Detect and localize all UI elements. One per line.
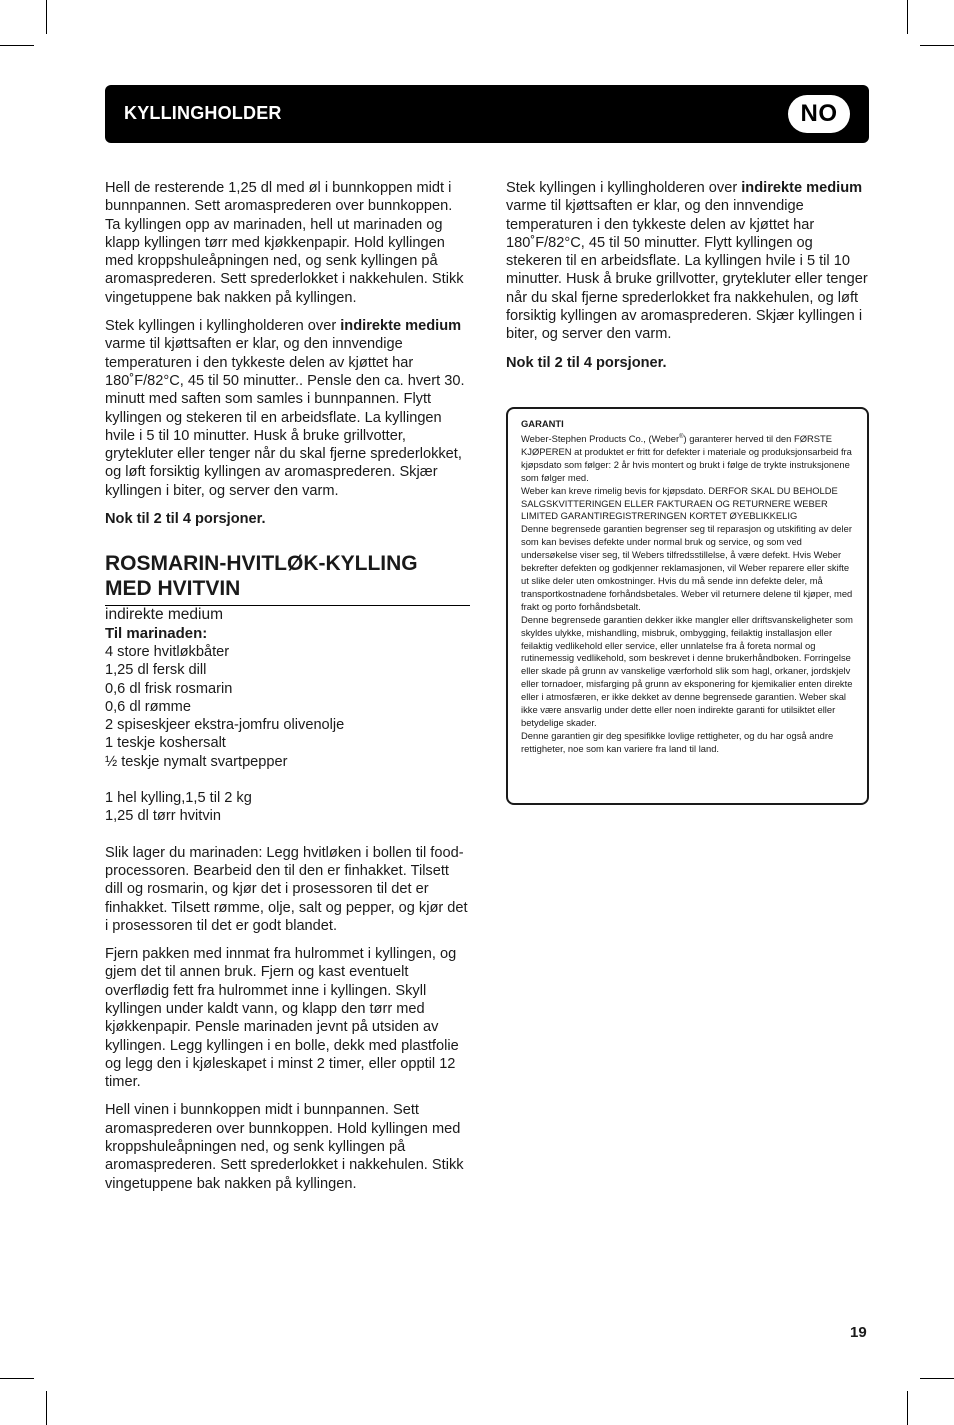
warranty-text: Weber-Stephen Products Co., (Weber [521, 433, 680, 445]
servings: Nok til 2 til 4 porsjoner. [506, 354, 667, 371]
ingredient: 1,25 dl tørr hvitvin [105, 808, 221, 825]
recipe-title-line-1: ROSMARIN-HVITLØK-KYLLING [105, 552, 418, 576]
instruction-step: Slik lager du marinaden: Legg hvitløken i bollen til food-processoren. Bearbeid den til den er finhakket. Tilsett dill og rosmarin, og kjør det i prosessoren til det er finhakket. Tilsett rømme, olje, salt og pepper, og kjør det i prosessoren til det er godt blandet. [105, 844, 468, 934]
crop-mark [920, 45, 954, 46]
crop-mark [0, 1378, 34, 1379]
paragraph [506, 179, 868, 344]
paragraph-text: varme til kjøttsaften er klar, og den innvendige temperaturen i den tykkeste delen av kjøttet har 180˚F/82°C, 45 til 50 minutter. Flytt kyllingen og stekeren til en arbeidsflate. La kyllingen hvile i 5 til 10 minutter. Husk å bruke grillvotter, grytekluter eller tenger når du skal fjerne sprederlokket fra nakkehulen, og løft forsiktig kyllingen av aromasprederen. Skjær kyllingen i biter, og server den varm. [506, 198, 868, 343]
crop-mark [0, 45, 34, 46]
heat-setting: indirekte medium [741, 180, 863, 196]
paragraph-text: Stek kyllingen i kyllingholderen over [506, 180, 742, 196]
servings: Nok til 2 til 4 porsjoner. [105, 511, 266, 528]
language-badge: NO [788, 95, 850, 133]
crop-mark [46, 1391, 47, 1425]
crop-mark [907, 0, 908, 34]
crop-mark [920, 1378, 954, 1379]
warranty-paragraph [521, 431, 855, 485]
page-number: 19 [850, 1324, 867, 1341]
warranty-paragraph: Denne garantien gir deg spesifikke lovlige rettigheter, og du har også andre rettigheter, noe som kan variere fra land til land. [521, 729, 834, 754]
ingredient: 1 teskje koshersalt [105, 735, 226, 752]
crop-mark [907, 1391, 908, 1425]
paragraph [105, 317, 470, 500]
ingredient: 4 store hvitløkbåter [105, 643, 230, 660]
warranty-paragraph: Denne begrensede garantien begrenser seg til reparasjon og utskifiting av deler som kan bevises defekte under normal bruk og service, og som ved undersøkelse viser seg, til Webers tilfredsstillelse, å være defekt. Hvis Weber bekrefter defekten og godkjenner reklamasjonen, vil Weber reparere eller skifte ut slike deler uten omkostninger. Hvis du må sende inn defekte deler, må transportkostnadene forhåndsbetales. Weber vil returnere delene til kjøper, med frakt og porto forhåndsbetalt. [521, 523, 853, 612]
warranty-title: GARANTI [521, 418, 564, 429]
section-title: KYLLINGHOLDER [124, 103, 282, 123]
paragraph-text: varme til kjøttsaften er klar, og den innvendige temperaturen i den tykkeste delen av kjøttet har 180˚F/82°C, 45 til 50 minutter.. Pensle den ca. hvert 30. minutt med saften som samles i bunnpannen. Flytt kyllingen og stekeren til en arbeidsflate. La kyllingen hvile i 5 til 10 minutter. Husk å bruke grillvotter, grytekluter eller tenger når du skal fjerne sprederlokket, og løft forsiktig kyllingen av aromasprederen. Skjær kyllingen i biter, og server den varm. [105, 336, 465, 499]
instruction-step: Fjern pakken med innmat fra hulrommet i kyllingen, og gjem det til annen bruk. Fjern og kast eventuelt overflødig fett fra hulrommet inne i kyllingen. Skyll kyllingen under kaldt vann, og klapp den tørr med kjøkkenpapir. Pensle marinaden jevnt på utsiden av kyllingen. Legg kyllingen i en bolle, dekk med plastfolie og legg den i kjøleskapet i minst 2 timer, eller opptil 12 timer. [105, 946, 459, 1091]
instruction-step: Hell vinen i bunnkoppen midt i bunnpannen. Sett aromasprederen over bunnkoppen. Hold kyllingen med kroppshuleåpningen ned, og senk kyllingen på aromasprederen. Sett sprederlokket i nakkehulen. Stikk vingetuppene bak nakken på kyllingen. [105, 1102, 464, 1192]
heat-setting: indirekte medium [340, 318, 462, 335]
ingredient: 0,6 dl frisk rosmarin [105, 680, 233, 697]
recipe-title [105, 551, 470, 606]
paragraph: Hell de resterende 1,25 dl med øl i bunnkoppen midt i bunnpannen. Sett aromasprederen over bunnkoppen. Ta kyllingen opp av marinaden, hell ut marinaden og klapp kyllingen tørr med kjøkkenpapir. Hold kyllingen med kroppshuleåpningen ned, og senk kyllingen på aromasprederen. Sett sprederlokket i nakkehulen. Stikk vingetuppene bak nakken på kyllingen. [105, 180, 464, 306]
paragraph-text: Stek kyllingen i kyllingholderen over [105, 318, 341, 335]
warranty-box [506, 407, 869, 805]
ingredient: 2 spiseskjeer ekstra-jomfru olivenolje [105, 717, 345, 734]
crop-mark [46, 0, 47, 34]
warranty-paragraph: Weber kan kreve rimelig bevis for kjøpsdato. DERFOR SKAL DU BEHOLDE SALGSKVITTERINGEN ELLER FAKTURAEN OG RETURNERE WEBER LIMITED GARANTIREGISTRERINGEN KORTET ØYEBLIKKELIG [521, 484, 838, 522]
warranty-text: ) garanterer herved til den FØRSTE KJØPEREN at produktet er fritt for defekter i materiale og produksjonsarbeid fra kjøpsdato som følger: 2 år hvis montert og brukt i følge de trykte instruksjonene som følger med. [521, 433, 852, 483]
section-header [105, 85, 869, 143]
left-column [105, 179, 470, 1193]
registered-mark: ® [679, 433, 684, 440]
recipe-title-line-2: MED HVITVIN [105, 577, 241, 601]
ingredient: 1,25 dl fersk dill [105, 662, 207, 679]
right-column [506, 179, 868, 372]
ingredient: 1 hel kylling,1,5 til 2 kg [105, 790, 252, 807]
ingredient: 0,6 dl rømme [105, 698, 191, 715]
recipe-subtitle: indirekte medium [105, 606, 224, 624]
warranty-paragraph: Denne begrensede garantien dekker ikke mangler eller driftsvanskeligheter som skyldes ulykke, mishandling, misbruk, ombygging, feilaktig installasjon eller feilaktig vedlikehold eller service, eller unnlatelse fra å foreta normal og rutinemessig vedlikehold, som beskrevet i denne brukerhåndboken. Forringelse eller skade på grunn av vanskelige værforhold slik som hagl, orkaner, jordskjelv eller tornadoer, misfarging på grunn av eksponering for kjemikalier enten direkte eller i atmosfæren, er ikke dekket av denne begrensede garantien. Weber skal ikke være ansvarlig under dette eller noen indirekte garanti for utilsiktet eller betydelige skader. [521, 613, 853, 728]
ingredient: ½ teskje nymalt svartpepper [105, 753, 288, 770]
marinade-heading: Til marinaden: [105, 624, 208, 642]
